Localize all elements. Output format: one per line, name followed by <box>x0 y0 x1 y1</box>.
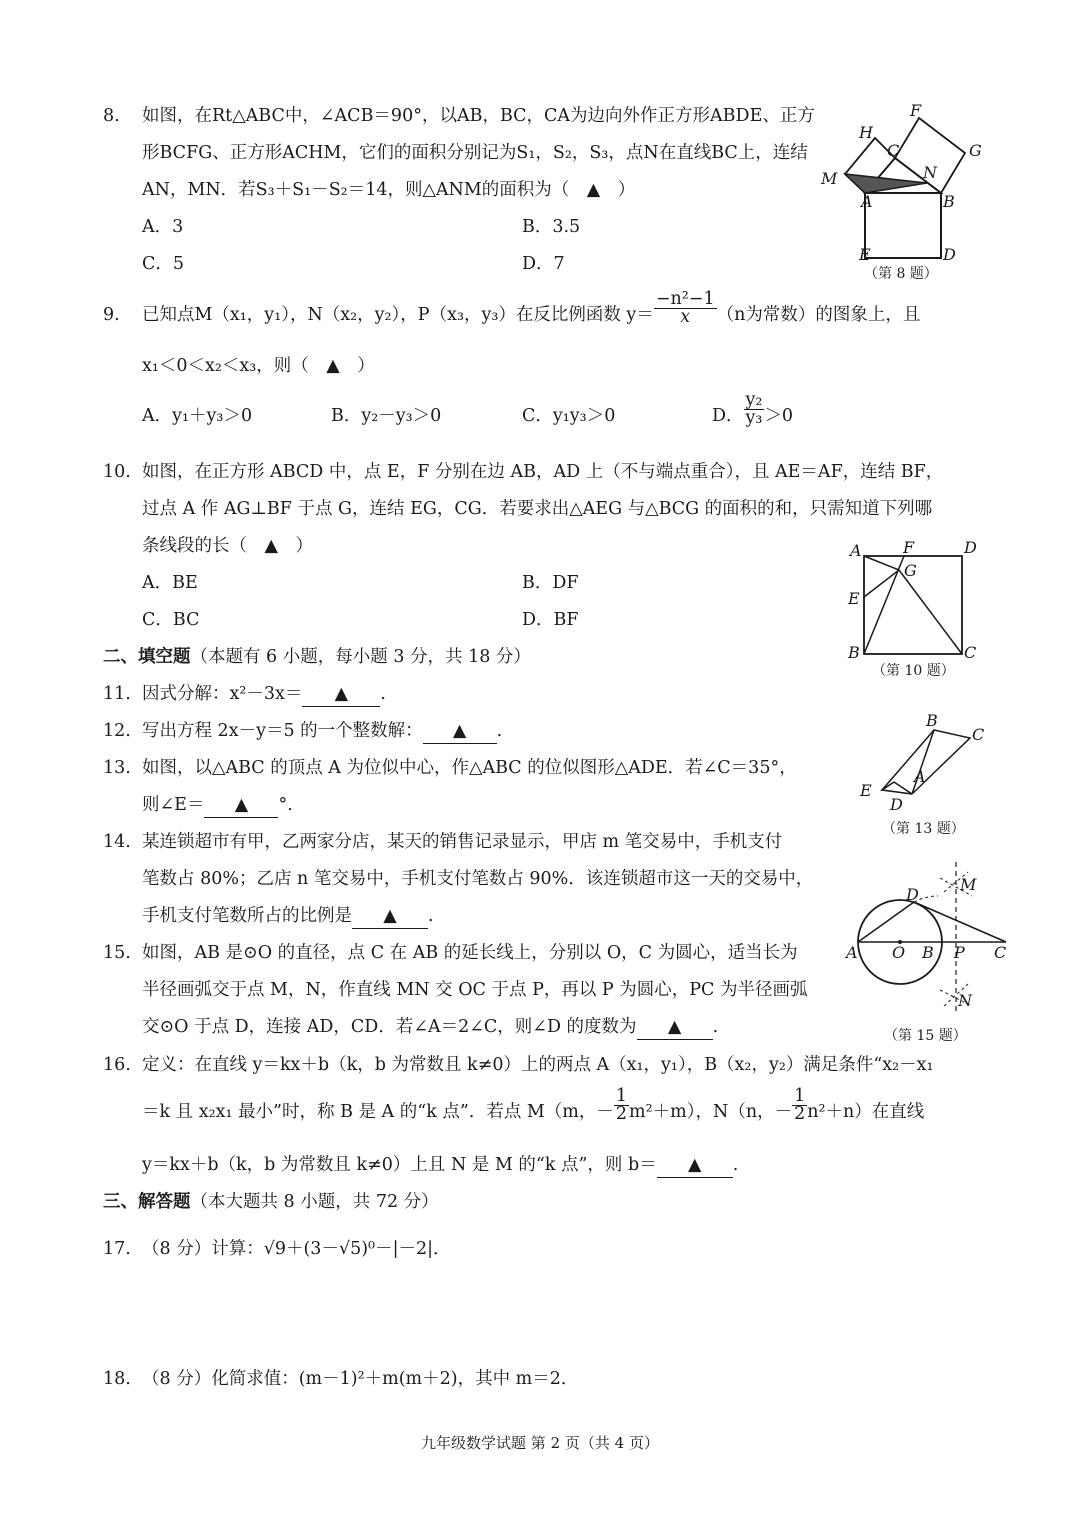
question-10-line-3: 条线段的长（ ▲ ） <box>142 536 313 556</box>
page-footer: 九年级数学试题 第 2 页（共 4 页） <box>421 1434 659 1452</box>
question-16-period: . <box>732 1155 739 1175</box>
figure-15-label-a: A <box>846 943 858 962</box>
figure-13-label-d: D <box>890 795 903 814</box>
question-9-option-d-denominator: y₃ <box>745 408 763 428</box>
question-16-text: y＝kx＋b（k，b 为常数且 k≠0）上且 N 是 M 的“k 点”，则 b＝ <box>142 1155 657 1175</box>
question-9-option-c: C．y₁y₃＞0 <box>522 406 616 426</box>
question-8-option-d: D．7 <box>522 254 565 274</box>
question-13-answer-blank: ▲ <box>204 793 278 818</box>
question-11-period: . <box>380 684 386 704</box>
section-2-title: 二、填空题 <box>103 647 191 667</box>
figure-13-label-a: A <box>914 767 926 786</box>
figure-13-label-b: B <box>926 711 938 730</box>
section-2-note: （本题有 6 小题，每小题 3 分，共 18 分） <box>190 647 531 667</box>
question-18-text: （8 分）化简求值：(m－1)²＋m(m＋2)，其中 m＝2． <box>142 1369 579 1389</box>
question-14-text: 手机支付笔数所占的比例是 <box>142 906 352 926</box>
question-8-number: 8. <box>103 106 120 126</box>
question-16-half-fraction-2 <box>792 1088 807 1123</box>
figure-8-label-h: H <box>859 123 873 142</box>
question-8-option-b: B．3.5 <box>522 217 581 237</box>
question-10-line-2: 过点 A 作 AG⊥BF 于点 G，连结 EG，CG．若要求出△AEG 与△BCG 的面积的和，只需知道下列哪 <box>142 499 933 519</box>
section-3-title: 三、解答题 <box>103 1192 191 1212</box>
question-16-answer-blank: ▲ <box>657 1153 733 1178</box>
figure-15-label-c: C <box>994 943 1007 962</box>
question-9-option-b: B．y₂－y₃＞0 <box>331 406 442 426</box>
question-16-half-2-denominator: 2 <box>794 1104 806 1124</box>
figure-10-label-a: A <box>850 541 862 560</box>
question-16-half-fraction-1 <box>614 1088 629 1123</box>
question-15-period: . <box>712 1017 719 1037</box>
question-8-line-3: AN，MN．若S₃＋S₁－S₂＝14，则△ANM的面积为（ ▲ ） <box>142 180 636 200</box>
figure-10-label-e: E <box>848 589 860 608</box>
question-9-option-d-numerator: y₂ <box>745 390 763 410</box>
section-3-heading <box>103 1190 439 1214</box>
question-10-option-a: A．BE <box>142 573 198 593</box>
figure-15-label-n: N <box>958 991 972 1010</box>
question-16-half-1-numerator: 1 <box>615 1086 628 1106</box>
figure-8-label-d: D <box>943 245 956 264</box>
section-3-note: （本大题共 8 小题，共 72 分） <box>190 1192 439 1212</box>
question-17-text: （8 分）计算：√9＋(3－√5)⁰－|－2|． <box>142 1239 451 1259</box>
figure-8-label-b: B <box>943 192 955 211</box>
question-9-number: 9. <box>103 305 120 325</box>
question-15-answer-blank: ▲ <box>637 1015 713 1040</box>
figure-13-label-e: E <box>860 781 872 800</box>
question-16-half-2-numerator: 1 <box>794 1086 806 1106</box>
figure-8-label-m: M <box>821 169 838 188</box>
question-9-option-d-suffix: ＞0 <box>764 406 794 426</box>
question-16-number: 16. <box>103 1055 131 1075</box>
question-14-number: 14. <box>103 832 131 852</box>
question-15-text: 交⊙O 于点 D，连接 AD，CD．若∠A＝2∠C，则∠D 的度数为 <box>142 1017 637 1037</box>
question-16-line-2-c: n²＋n）在直线 <box>807 1102 925 1122</box>
figure-15-caption: （第 15 题） <box>884 1028 967 1044</box>
question-10-option-c: C．BC <box>142 610 200 630</box>
figure-8-label-a: A <box>861 192 873 211</box>
question-12-answer-blank: ▲ <box>423 719 497 744</box>
figure-8-label-n: N <box>923 163 937 182</box>
figure-15-label-o: O <box>892 943 906 962</box>
question-9-option-d-label: D． <box>712 406 744 426</box>
question-15-line-2: 半径画弧交于点 M，N，作直线 MN 交 OC 于点 P，再以 P 为圆心，PC 为半径画弧 <box>142 980 808 1000</box>
figure-10-label-c: C <box>964 643 977 662</box>
question-13-text: 则∠E＝ <box>142 795 205 815</box>
question-9-line-1-a: 已知点M（x₁，y₁），N（x₂，y₂），P（x₃，y₃）在反比例函数 y＝ <box>142 305 654 325</box>
question-8-line-1: 如图，在Rt△ABC中，∠ACB＝90°，以AB，BC，CA为边向外作正方形ABDE、正方 <box>142 106 815 126</box>
question-9-fraction-numerator: −n²−1 <box>655 289 715 309</box>
question-12-number: 12. <box>103 721 131 741</box>
question-14-period: . <box>428 906 434 926</box>
question-11-line <box>142 682 386 707</box>
question-12-text: 写出方程 2x－y＝5 的一个整数解： <box>142 721 423 741</box>
question-16-line-2-a: ＝k 且 x₂x₁ 最小”时，称 B 是 A 的“k 点”．若点 M（m，－ <box>142 1102 614 1122</box>
figure-8-caption: （第 8 题） <box>864 266 938 282</box>
question-14-answer-blank: ▲ <box>352 904 428 929</box>
figure-8-label-e: E <box>859 245 871 264</box>
question-11-text: 因式分解：x²－3x＝ <box>142 684 303 704</box>
question-16-half-1-denominator: 2 <box>615 1104 628 1124</box>
figure-15-label-b: B <box>922 943 934 962</box>
figure-10-diagram <box>842 536 982 664</box>
question-18-number: 18. <box>103 1369 131 1389</box>
figure-8-diagram <box>815 98 995 268</box>
figure-8-label-f: F <box>910 101 922 120</box>
question-15-line-1: 如图，AB 是⊙O 的直径，点 C 在 AB 的延长线上，分别以 O，C 为圆心，适当长为 <box>142 943 798 963</box>
figure-13-diagram <box>852 706 992 816</box>
figure-10-label-d: D <box>964 538 977 557</box>
question-9-option-d <box>712 390 794 428</box>
question-11-answer-blank: ▲ <box>302 682 380 707</box>
question-16-line-2 <box>142 1086 925 1124</box>
question-9-option-a: A．y₁＋y₃＞0 <box>142 406 253 426</box>
figure-8-label-g: G <box>969 141 982 160</box>
question-15-line-3 <box>142 1015 718 1040</box>
question-15-number: 15. <box>103 943 131 963</box>
figure-10-label-f: F <box>903 538 915 557</box>
figure-10-caption: （第 10 题） <box>872 663 955 679</box>
question-16-line-2-b: m²＋m），N（n，－ <box>629 1102 793 1122</box>
figure-10-label-b: B <box>848 643 860 662</box>
question-8-line-2: 形BCFG、正方形ACHM，它们的面积分别记为S₁，S₂，S₃，点N在直线BC上，连结 <box>142 143 808 163</box>
figure-10-label-g: G <box>904 561 917 580</box>
question-13-degree: °. <box>278 795 293 815</box>
question-17-number: 17. <box>103 1239 131 1259</box>
question-14-line-3 <box>142 904 434 929</box>
question-16-line-1: 定义：在直线 y＝kx＋b（k，b 为常数且 k≠0）上的两点 A（x₁，y₁），B（x₂，y₂）满足条件“x₂－x₁ <box>142 1055 934 1075</box>
question-14-line-2: 笔数占 80%；乙店 n 笔交易中，手机支付笔数占 90%．该连锁超市这一天的交易中， <box>142 869 814 889</box>
question-13-line-1: 如图，以△ABC 的顶点 A 为位似中心，作△ABC 的位似图形△ADE．若∠C＝35°， <box>142 758 797 778</box>
question-9-option-d-fraction <box>744 392 765 427</box>
figure-15-label-d: D <box>906 885 919 904</box>
section-2-heading <box>103 645 531 669</box>
question-10-option-d: D．BF <box>522 610 579 630</box>
question-16-line-3 <box>142 1153 738 1178</box>
question-10-number: 10. <box>103 462 131 482</box>
question-10-line-1: 如图，在正方形 ABCD 中，点 E，F 分别在边 AB，AD 上（不与端点重合），且 AE＝AF，连结 BF， <box>142 462 944 482</box>
question-9-fraction <box>654 291 717 326</box>
figure-15-label-m: M <box>960 875 977 894</box>
question-14-line-1: 某连锁超市有甲，乙两家分店，某天的销售记录显示，甲店 m 笔交易中，手机支付 <box>142 832 783 852</box>
question-11-number: 11. <box>103 684 131 704</box>
question-9-line-2: x₁＜0＜x₂＜x₃，则（ ▲ ） <box>142 356 375 376</box>
figure-15-diagram <box>842 856 1012 1022</box>
question-9-line-1-b: （n为常数）的图象上，且 <box>716 305 921 325</box>
question-8-option-a: A．3 <box>142 217 184 237</box>
question-12-period: . <box>496 721 503 741</box>
question-10-option-b: B．DF <box>522 573 579 593</box>
figure-13-label-c: C <box>972 725 985 744</box>
figure-15-label-p: P <box>954 943 965 962</box>
question-13-line-2 <box>142 793 293 818</box>
question-9-line-1 <box>142 289 921 327</box>
figure-13-caption: （第 13 题） <box>882 821 965 837</box>
question-8-option-c: C．5 <box>142 254 185 274</box>
question-12-line <box>142 719 502 744</box>
question-13-number: 13. <box>103 758 131 778</box>
figure-8-label-c: C <box>887 141 900 160</box>
question-9-fraction-denominator: x <box>680 307 691 327</box>
